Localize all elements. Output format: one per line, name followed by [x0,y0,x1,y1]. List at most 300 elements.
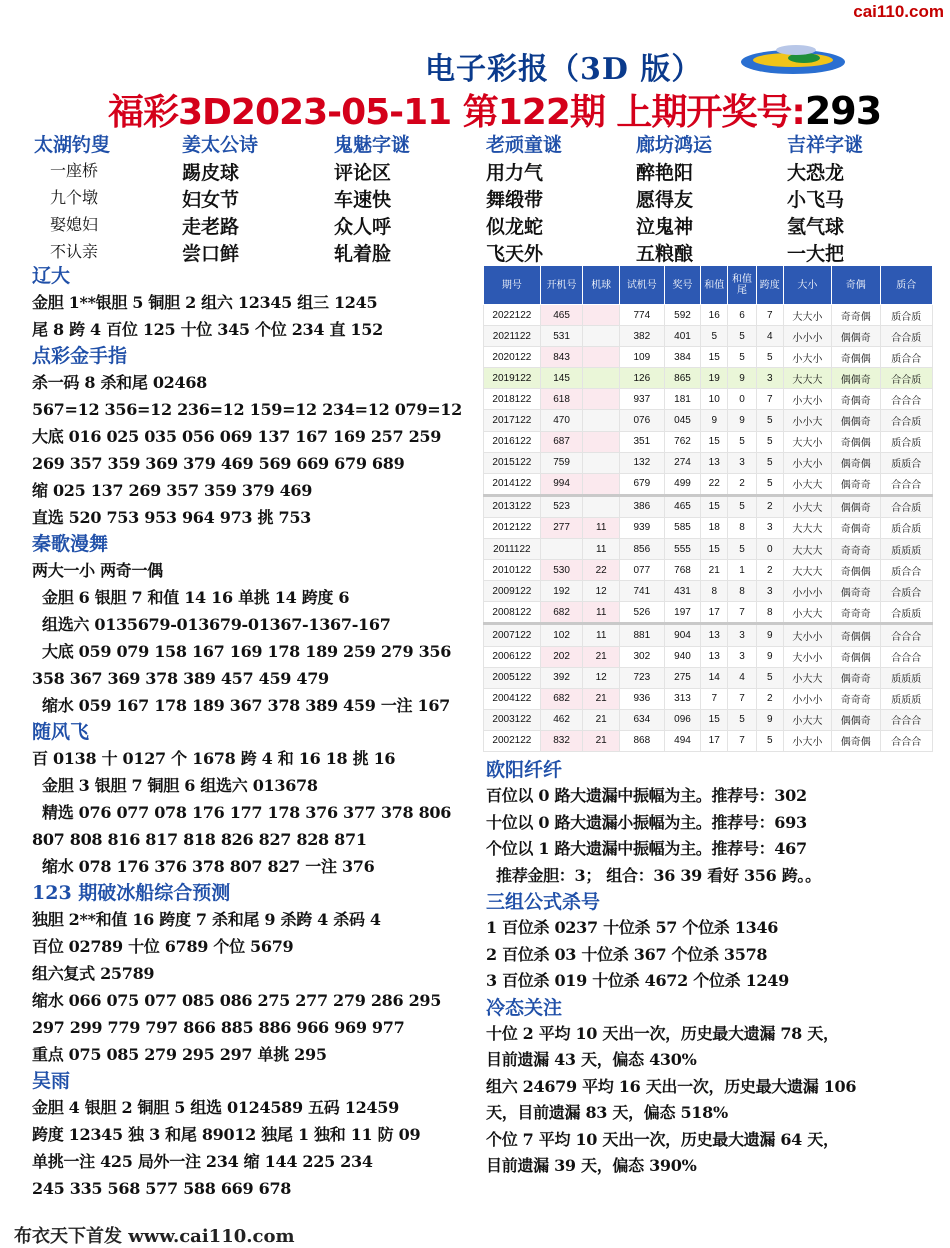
table-cell: 679 [620,473,665,495]
section-title: 三组公式杀号 [486,891,601,913]
section-line: 推荐金胆：3； 组合：36 39 看好 356 跨。。 [496,865,821,885]
table-row [484,326,933,347]
table-cell: 13 [701,624,728,646]
section-title: 随风飞 [32,721,90,743]
table-cell: 5 [756,667,783,688]
table-cell: 小大小 [783,730,831,751]
table-cell: 2015122 [484,452,541,473]
table-cell: 351 [620,431,665,452]
riddle-column [182,130,332,266]
section-line: 金胆 3 银胆 7 铜胆 6 组选六 013678 [42,776,318,795]
column-header: 开机号 [540,266,583,305]
table-cell [583,326,620,347]
table-cell: 462 [540,709,583,730]
section-line: 大底 059 079 158 167 169 178 189 259 279 356 [42,642,452,661]
table-cell: 470 [540,410,583,431]
table-cell: 21 [583,688,620,709]
brand-title: 电子彩报（3D 版） [425,52,703,87]
table-cell: 19 [701,368,728,389]
table-cell: 奇偶偶 [832,431,880,452]
riddle-item: 愿得友 [636,189,694,211]
table-cell: 5 [756,473,783,495]
table-cell: 431 [664,581,701,602]
table-cell [583,410,620,431]
table-cell: 奇偶偶 [832,560,880,581]
table-cell [583,368,620,389]
section-line: 245 335 568 577 588 669 678 [32,1179,292,1198]
table-cell: 15 [701,709,728,730]
table-cell: 555 [664,539,701,560]
table-cell: 11 [583,539,620,560]
table-cell: 15 [701,347,728,368]
table-cell: 合合合 [880,624,932,646]
table-cell: 856 [620,539,665,560]
headline [108,84,881,135]
table-cell: 2 [756,560,783,581]
table-cell: 2011122 [484,539,541,560]
section-line: 十位以 0 路大遗漏小振幅为主。推荐号：693 [486,812,807,832]
table-row [484,688,933,709]
table-cell: 8 [701,581,728,602]
table-cell: 奇奇奇 [832,602,880,624]
table-cell: 3 [728,646,757,667]
table-cell: 合合合 [880,730,932,751]
section-line: 1 百位杀 0237 十位杀 57 个位杀 1346 [486,918,779,937]
riddle-item: 走老路 [182,216,240,238]
table-cell: 小大大 [783,602,831,624]
table-cell: 12 [583,667,620,688]
table-cell: 465 [540,305,583,326]
table-cell: 奇偶奇 [832,389,880,410]
table-cell: 723 [620,667,665,688]
table-cell: 5 [756,410,783,431]
table-cell: 合合合 [880,473,932,495]
table-cell: 277 [540,517,583,538]
column-header: 期号 [484,266,541,305]
table-cell: 奇偶偶 [832,347,880,368]
section-title: 123 期破冰船综合预测 [32,882,231,904]
table-cell: 382 [620,326,665,347]
table-cell: 奇偶奇 [832,517,880,538]
table-cell: 530 [540,560,583,581]
section-line: 金胆 6 银胆 7 和值 14 16 单挑 14 跨度 6 [42,588,350,607]
table-cell [583,452,620,473]
table-cell: 奇奇奇 [832,539,880,560]
table-cell: 937 [620,389,665,410]
table-cell: 偶奇偶 [832,730,880,751]
section-line: 个位 7 平均 10 天出一次，历史最大遗漏 64 天， [486,1129,839,1149]
section-line: 尾 8 跨 4 百位 125 十位 345 个位 234 直 152 [32,320,383,339]
section-line: 金胆 1**银胆 5 铜胆 2 组六 12345 组三 1245 [32,293,378,312]
section-line: 百位 02789 十位 6789 个位 5679 [32,937,294,956]
left-predictions [32,263,472,1202]
right-predictions [486,757,936,1180]
table-cell: 22 [701,473,728,495]
table-row [484,667,933,688]
table-cell: 5 [728,539,757,560]
table-cell: 197 [664,602,701,624]
section-title: 冷态关注 [486,996,563,1019]
table-cell: 768 [664,560,701,581]
table-cell: 22 [583,560,620,581]
table-cell: 7 [756,389,783,410]
section-line: 2 百位杀 03 十位杀 367 个位杀 3578 [486,944,768,964]
table-cell: 11 [583,517,620,538]
section-line: 杀一码 8 杀和尾 02468 [32,373,208,392]
table-cell: 2017122 [484,410,541,431]
riddle-item: 评论区 [334,162,392,184]
table-cell: 4 [756,326,783,347]
table-cell: 585 [664,517,701,538]
table-cell: 275 [664,667,701,688]
table-cell: 合合质 [880,410,932,431]
table-cell: 16 [701,305,728,326]
table-cell: 合合质 [880,326,932,347]
table-cell: 13 [701,452,728,473]
table-cell: 奇奇奇 [832,688,880,709]
table-cell: 3 [728,452,757,473]
table-row [484,495,933,517]
table-cell: 15 [701,495,728,517]
riddle-item: 众人呼 [334,216,392,238]
table-cell: 5 [756,431,783,452]
table-cell: 质质合 [880,452,932,473]
table-cell: 合质质 [880,602,932,624]
table-cell: 2005122 [484,667,541,688]
table-cell: 13 [701,646,728,667]
table-cell: 2016122 [484,431,541,452]
table-cell: 17 [701,602,728,624]
table-cell: 小小小 [783,688,831,709]
table-row [484,389,933,410]
table-cell: 偶偶奇 [832,326,880,347]
table-row [484,646,933,667]
table-row [484,473,933,495]
table-cell: 5 [728,495,757,517]
site-domain: cai110.com [853,2,944,21]
riddle-item: 轧着脸 [334,243,392,265]
column-header: 奖号 [664,266,701,305]
table-cell: 5 [756,730,783,751]
section-line: 重点 075 085 279 295 297 单挑 295 [32,1045,327,1064]
table-cell: 6 [728,305,757,326]
table-cell: 小小小 [783,326,831,347]
section-line: 精选 076 077 078 176 177 178 376 377 378 806 [42,803,452,822]
section-line: 组六复式 25789 [32,964,155,983]
table-cell: 109 [620,347,665,368]
table-cell: 21 [701,560,728,581]
riddle-column-title: 吉祥字谜 [787,134,864,156]
section-title: 秦歌漫舞 [32,533,109,555]
table-cell: 2 [756,495,783,517]
table-cell: 2014122 [484,473,541,495]
table-row [484,347,933,368]
table-row [484,452,933,473]
table-cell: 2010122 [484,560,541,581]
table-cell: 合合质 [880,495,932,517]
table-row [484,431,933,452]
riddle-item: 踢皮球 [182,162,240,184]
table-cell: 9 [756,709,783,730]
table-cell: 5 [728,347,757,368]
riddle-column [34,130,184,266]
table-cell [583,389,620,410]
table-cell: 2019122 [484,368,541,389]
table-cell: 15 [701,539,728,560]
table-cell: 小大大 [783,709,831,730]
table-cell: 7 [728,730,757,751]
table-row [484,410,933,431]
table-cell: 小大小 [783,452,831,473]
riddle-column-title: 姜太公诗 [182,134,259,156]
riddle-item: 九个墩 [50,188,99,207]
riddle-item: 醉艳阳 [636,162,694,184]
riddle-item: 氢气球 [787,216,845,238]
riddle-item: 尝口鲜 [182,243,240,265]
table-cell: 2013122 [484,495,541,517]
table-cell: 大大大 [783,560,831,581]
table-cell: 8 [728,517,757,538]
table-cell: 145 [540,368,583,389]
table-header-row [484,266,933,305]
table-cell: 881 [620,624,665,646]
table-cell: 2 [728,473,757,495]
table-cell: 偶偶奇 [832,495,880,517]
table-cell: 2012122 [484,517,541,538]
table-cell: 小大小 [783,347,831,368]
section-line: 358 367 369 378 389 457 459 479 [32,669,329,688]
table-cell: 3 [756,581,783,602]
table-cell: 2003122 [484,709,541,730]
table-cell: 偶奇奇 [832,667,880,688]
table-cell: 904 [664,624,701,646]
section-line: 缩水 059 167 178 189 367 378 389 459 一注 167 [42,696,450,715]
table-cell: 5 [756,452,783,473]
table-cell: 102 [540,624,583,646]
table-cell: 618 [540,389,583,410]
section-title: 辽大 [32,265,71,287]
table-cell: 大大小 [783,305,831,326]
table-cell [583,347,620,368]
table-cell: 313 [664,688,701,709]
table-cell: 2009122 [484,581,541,602]
table-cell: 15 [701,431,728,452]
table-cell: 2021122 [484,326,541,347]
column-header: 和值尾 [728,266,757,305]
section-line: 组六 24679 平均 16 天出一次，历史最大遗漏 106 [486,1076,857,1096]
section-line: 十位 2 平均 10 天出一次，历史最大遗漏 78 天， [486,1023,839,1043]
table-cell: 大大小 [783,431,831,452]
table-cell: 465 [664,495,701,517]
table-row [484,539,933,560]
section-line: 297 299 779 797 866 885 886 966 969 977 [32,1018,405,1037]
section-line: 大底 016 025 035 056 069 137 167 169 257 259 [32,427,442,446]
table-cell: 762 [664,431,701,452]
table-cell: 5 [728,709,757,730]
table-cell: 偶奇奇 [832,581,880,602]
logo-icon [738,38,848,80]
table-cell: 奇偶偶 [832,646,880,667]
riddle-item: 飞天外 [486,243,544,265]
table-cell: 11 [583,602,620,624]
riddle-column [787,130,937,266]
table-cell: 质合质 [880,431,932,452]
table-cell: 523 [540,495,583,517]
table-cell: 0 [728,389,757,410]
history-table [483,265,933,752]
table-cell: 小大大 [783,495,831,517]
riddle-item: 泣鬼神 [636,216,694,238]
table-cell: 132 [620,452,665,473]
table-cell: 偶偶奇 [832,410,880,431]
table-row [484,709,933,730]
table-row [484,517,933,538]
table-cell: 8 [728,581,757,602]
table-cell: 17 [701,730,728,751]
table-cell [583,495,620,517]
table-cell: 偶奇奇 [832,473,880,495]
section-line: 跨度 12345 独 3 和尾 89012 独尾 1 独和 11 防 09 [32,1125,421,1144]
section-line: 独胆 2**和值 16 跨度 7 杀和尾 9 杀跨 4 杀码 4 [32,910,381,929]
table-cell: 9 [728,368,757,389]
table-cell: 4 [728,667,757,688]
riddle-item: 妇女节 [182,189,240,211]
section-line: 567=12 356=12 236=12 159=12 234=12 079=12 [32,400,462,419]
table-cell: 531 [540,326,583,347]
table-cell: 7 [728,688,757,709]
table-cell: 质质质 [880,688,932,709]
riddle-item: 一座桥 [50,161,99,180]
riddle-item: 娶媳妇 [50,215,99,234]
table-cell: 合合质 [880,368,932,389]
riddle-item: 小飞马 [787,189,845,211]
section-line: 百 0138 十 0127 个 1678 跨 4 和 16 18 挑 16 [32,749,396,768]
table-cell: 0 [756,539,783,560]
section-line: 个位以 1 路大遗漏中振幅为主。推荐号：467 [486,839,807,858]
table-cell: 741 [620,581,665,602]
riddle-item: 不认亲 [50,242,99,261]
riddle-column-title: 太湖钓叟 [34,134,111,156]
table-cell: 077 [620,560,665,581]
table-cell: 936 [620,688,665,709]
table-cell: 9 [756,646,783,667]
table-row [484,305,933,326]
column-header: 试机号 [620,266,665,305]
table-cell: 5 [701,326,728,347]
column-header: 和值 [701,266,728,305]
table-cell: 质质质 [880,667,932,688]
table-cell: 2006122 [484,646,541,667]
section-line: 组选六 0135679-013679-01367-1367-167 [42,615,391,634]
table-cell: 682 [540,688,583,709]
table-cell: 045 [664,410,701,431]
section-line: 缩水 066 075 077 085 086 275 277 279 286 295 [32,991,442,1010]
footer-text: 布衣天下首发 www.cai110.com [14,1226,295,1247]
riddle-item: 一大把 [787,243,845,265]
table-cell: 2018122 [484,389,541,410]
column-header: 奇偶 [832,266,880,305]
table-cell: 偶偶奇 [832,368,880,389]
table-cell: 7 [728,602,757,624]
table-cell: 302 [620,646,665,667]
table-cell: 3 [756,517,783,538]
section-line: 天，目前遗漏 83 天，偏态 518% [486,1103,728,1122]
table-cell: 质合合 [880,560,932,581]
table-cell: 2004122 [484,688,541,709]
table-cell: 499 [664,473,701,495]
table-cell: 偶偶奇 [832,709,880,730]
section-line: 两大一小 两奇一偶 [32,561,163,580]
table-cell: 9 [701,410,728,431]
table-cell: 687 [540,431,583,452]
table-cell: 偶奇偶 [832,452,880,473]
table-cell: 7 [756,305,783,326]
table-cell: 奇奇偶 [832,305,880,326]
table-cell: 096 [664,709,701,730]
table-row [484,624,933,646]
table-row [484,581,933,602]
table-cell: 21 [583,730,620,751]
table-cell: 11 [583,624,620,646]
section-line: 269 357 359 369 379 469 569 669 679 689 [32,454,405,473]
table-cell: 12 [583,581,620,602]
table-cell: 21 [583,709,620,730]
table-cell: 202 [540,646,583,667]
table-cell: 14 [701,667,728,688]
section-title: 点彩金手指 [32,345,128,367]
table-row [484,730,933,751]
table-cell: 2007122 [484,624,541,646]
table-cell: 2008122 [484,602,541,624]
table-cell: 759 [540,452,583,473]
table-cell: 126 [620,368,665,389]
column-header: 质合 [880,266,932,305]
table-cell: 939 [620,517,665,538]
column-header: 机球 [583,266,620,305]
table-cell: 2 [756,688,783,709]
riddle-item: 用力气 [486,162,544,184]
last-draw-number: 293 [804,89,882,133]
table-cell: 5 [728,431,757,452]
table-cell: 994 [540,473,583,495]
section-line: 百位以 0 路大遗漏中振幅为主。推荐号：302 [486,786,807,805]
table-cell [583,431,620,452]
section-line: 直选 520 753 953 964 973 挑 753 [32,508,311,527]
riddle-item: 似龙蛇 [486,216,544,238]
table-cell: 1 [728,560,757,581]
riddle-item: 五粮酿 [636,243,694,265]
riddle-column-title: 廊坊鸿运 [636,134,713,156]
table-cell: 494 [664,730,701,751]
section-line: 缩 025 137 269 357 359 379 469 [32,481,313,500]
table-cell: 181 [664,389,701,410]
table-cell: 小大大 [783,667,831,688]
table-cell: 274 [664,452,701,473]
table-row [484,368,933,389]
table-cell: 868 [620,730,665,751]
column-header: 大小 [783,266,831,305]
table-cell: 384 [664,347,701,368]
table-cell: 3 [756,368,783,389]
riddle-column [636,130,786,266]
table-cell: 592 [664,305,701,326]
table-cell: 682 [540,602,583,624]
section-line: 807 808 816 817 818 826 827 828 871 [32,830,367,849]
table-cell: 合质合 [880,581,932,602]
table-cell: 小小小 [783,581,831,602]
table-cell: 小大大 [783,473,831,495]
headline-text: 福彩3D2023-05-11 第122期 上期开奖号: [108,92,805,133]
